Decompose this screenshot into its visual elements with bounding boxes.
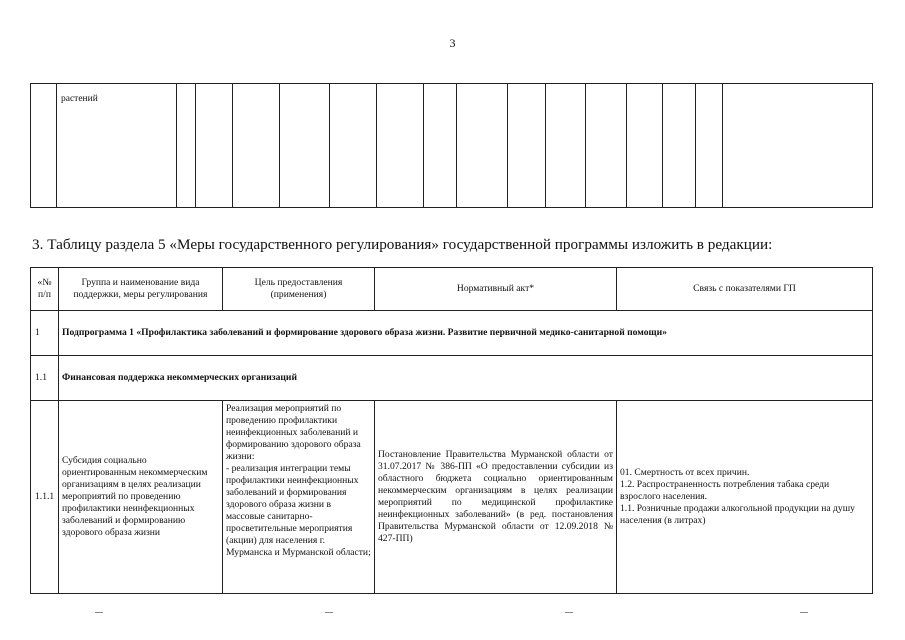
cell — [280, 84, 330, 208]
cell — [723, 84, 873, 208]
row-goal-text: Реализация мероприятий по проведению профилактики неинфекционных заболеваний и формированию здорового образа жизни: - реализация интеграции темы профилактики неинфекционных заболеваний и формирования здорового образа жизни в массовые санитарно-просветительные мероприятия (акции) для населения г. Мурманска и Мурманской области; — [226, 403, 371, 558]
indicator-line-2: 1.2. Распространенность потребления табака среди взрослого населения. — [620, 479, 830, 502]
scan-mark — [565, 612, 573, 613]
financial-num: 1.1 — [31, 356, 59, 401]
subprogram-title: Подпрограмма 1 «Профилактика заболеваний и формирование здорового образа жизни. Развитие первичной медико-санитарной помощи» — [59, 311, 873, 356]
row-goal — [223, 401, 375, 594]
regulation-measures-table — [30, 267, 873, 594]
header-goal: Цель предоставления (применения) — [223, 268, 375, 311]
header-link: Связь с показателями ГП — [617, 268, 873, 311]
cell — [627, 84, 663, 208]
scan-mark — [95, 612, 103, 613]
header-num: «№ п/п — [31, 268, 59, 311]
cell — [196, 84, 233, 208]
cell — [508, 84, 546, 208]
continuation-row — [31, 84, 873, 208]
scan-mark — [800, 612, 808, 613]
section-heading: 3. Таблицу раздела 5 «Меры государственного регулирования» государственной программы изложить в редакции: — [32, 236, 773, 253]
cell — [586, 84, 627, 208]
subprogram-num: 1 — [31, 311, 59, 356]
indicator-name-cell: растений — [57, 84, 177, 208]
table-row — [31, 401, 873, 594]
table-header-row — [31, 268, 873, 311]
header-act: Нормативный акт* — [375, 268, 617, 311]
cell — [663, 84, 696, 208]
indicator-line-1: 01. Смертность от всех причин. — [620, 467, 750, 478]
financial-support-row — [31, 356, 873, 401]
cell — [696, 84, 723, 208]
continuation-table — [30, 83, 873, 208]
row-num: 1.1.1 — [31, 401, 59, 594]
header-group: Группа и наименование вида поддержки, меры регулирования — [59, 268, 223, 311]
scan-mark — [325, 612, 333, 613]
page-number: 3 — [449, 36, 456, 50]
cell — [457, 84, 508, 208]
row-act: Постановление Правительства Мурманской области от 31.07.2017 № 386-ПП «О предоставлении субсидии из областного бюджета социально ориентированным некоммерческим организациям в целях реализации мероприятий по медицинской профилактике неинфекционных заболеваний» (в ред. постановления Правительства Мурманской области от 12.09.2018 № 427-ПП) — [375, 401, 617, 594]
cell — [424, 84, 457, 208]
cell — [177, 84, 196, 208]
cell — [233, 84, 280, 208]
cell — [546, 84, 586, 208]
row-link — [617, 401, 873, 594]
cell — [330, 84, 377, 208]
row-group: Субсидия социально ориентированным некоммерческим организациям в целях реализации мероприятий по проведению профилактики неинфекционных заболеваний и формированию здорового образа жизни — [59, 401, 223, 594]
cell — [377, 84, 424, 208]
cell — [31, 84, 57, 208]
financial-title: Финансовая поддержка некоммерческих организаций — [59, 356, 873, 401]
subprogram-row — [31, 311, 873, 356]
indicator-line-3: 1.1. Розничные продажи алкогольной продукции на душу населения (в литрах) — [620, 503, 855, 526]
